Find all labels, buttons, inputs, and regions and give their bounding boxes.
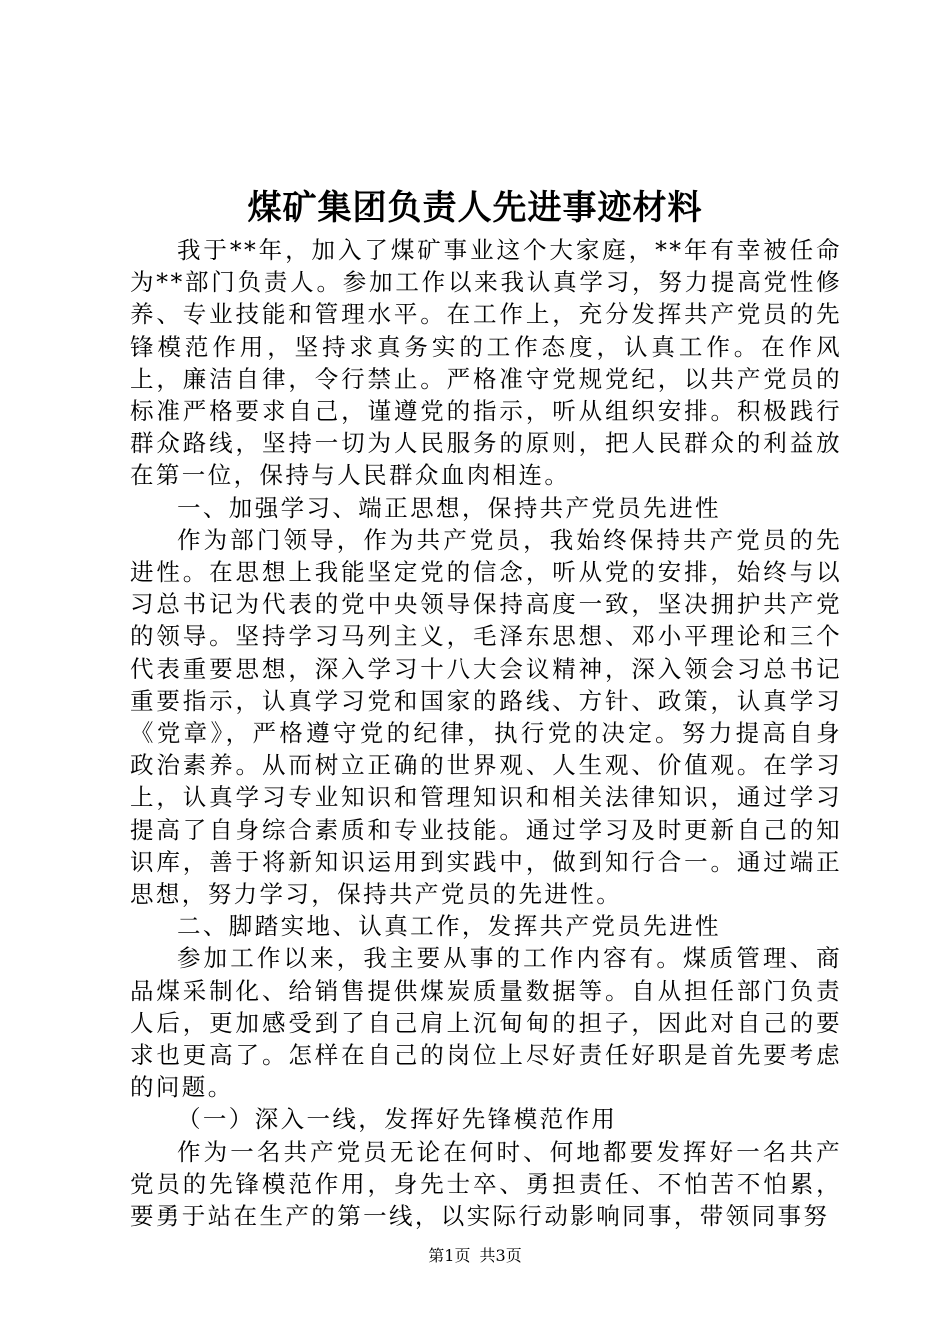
section-heading-2: 二、脚踏实地、认真工作，发挥共产党员先进性	[177, 912, 721, 941]
section-heading-1: 一、加强学习、端正思想，保持共产党员先进性	[177, 493, 721, 522]
paragraph-section-2: 参加工作以来，我主要从事的工作内容有。煤质管理、商品煤采制化、给销售提供煤炭质量数据等。自从担任部门负责人后，更加感受到了自己肩上沉甸甸的担子，因此对自己的要求也更高了。怎样在自己的岗位上尽好责任好职是首先要考虑的问题。	[130, 944, 842, 1102]
page-number: 第1页	[428, 1246, 471, 1265]
document-body	[130, 234, 842, 1232]
document-title: 煤矿集团负责人先进事迹材料	[247, 188, 703, 228]
paragraph-subsection-1: 作为一名共产党员无论在何时、何地都要发挥好一名共产党员的先锋模范作用，身先士卒、勇担责任、不怕苦不怕累，要勇于站在生产的第一线，以实际行动影响同事，带领同事努	[130, 1137, 842, 1231]
paragraph-intro: 我于**年，加入了煤矿事业这个大家庭，**年有幸被任命为**部门负责人。参加工作以来我认真学习，努力提高党性修养、专业技能和管理水平。在工作上，充分发挥共产党员的先锋模范作用，坚持求真务实的工作态度，认真工作。在作风上，廉洁自律，令行禁止。严格准守党规党纪，以共产党员的标准严格要求自己，谨遵党的指示，听从组织安排。积极践行群众路线，坚持一切为人民服务的原则，把人民群众的利益放在第一位，保持与人民群众血肉相连。	[130, 236, 842, 490]
subsection-heading-1: （一）深入一线，发挥好先锋模范作用	[177, 1105, 618, 1134]
page-total: 共3页	[479, 1246, 522, 1265]
paragraph-section-1: 作为部门领导，作为共产党员，我始终保持共产党员的先进性。在思想上我能坚定党的信念，听从党的安排，始终与以习总书记为代表的党中央领导保持高度一致，坚决拥护共产党的领导。坚持学习马列主义，毛泽东思想、邓小平理论和三个代表重要思想，深入学习十八大会议精神，深入领会习总书记重要指示，认真学习党和国家的路线、方针、政策，认真学习《党章》，严格遵守党的纪律，执行党的决定。努力提高自身政治素养。从而树立正确的世界观、人生观、价值观。在学习上，认真学习专业知识和管理知识和相关法律知识，通过学习提高了自身综合素质和专业技能。通过学习及时更新自己的知识库，善于将新知识运用到实践中，做到知行合一。通过端正思想，努力学习，保持共产党员的先进性。	[130, 525, 842, 909]
page-footer	[0, 1244, 950, 1268]
